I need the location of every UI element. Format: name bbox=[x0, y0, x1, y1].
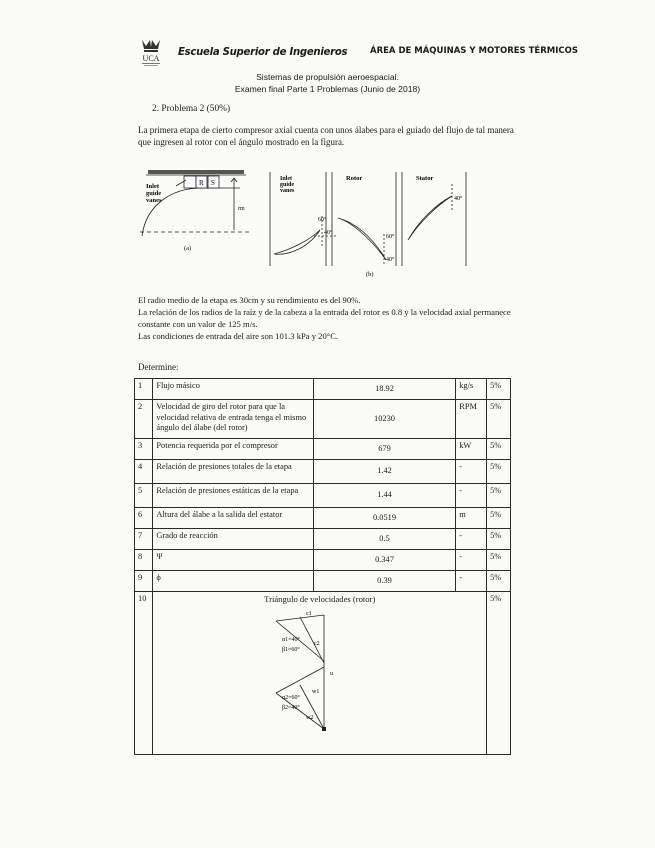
school-name: Escuela Superior de Ingenieros bbox=[178, 45, 348, 58]
row-description: Relación de presiones estáticas de la etapa bbox=[153, 484, 313, 508]
fig-a-rm: rm bbox=[238, 206, 245, 212]
course-title: Sistemas de propulsión aeroespacial. bbox=[256, 72, 399, 82]
fig-b-guide: guide bbox=[280, 182, 295, 188]
fig-a-S: S bbox=[211, 179, 215, 187]
row-unit: m bbox=[456, 508, 487, 529]
area-title: ÁREA DE MÁQUINAS Y MOTORES TÉRMICOS bbox=[369, 46, 578, 56]
fig-b-rotor: Rotor bbox=[346, 175, 363, 182]
row-value: 1.44 bbox=[313, 484, 455, 508]
tri-w1: w1 bbox=[312, 688, 320, 695]
tri-u: u bbox=[330, 670, 334, 677]
row-value: 1.42 bbox=[313, 460, 455, 484]
row-number: 9 bbox=[135, 571, 153, 592]
row-number: 8 bbox=[135, 550, 153, 571]
uca-logo-icon bbox=[138, 38, 164, 68]
fig-b-60b: 60° bbox=[386, 234, 395, 240]
row-value: 0.39 bbox=[313, 571, 455, 592]
row-number: 4 bbox=[135, 460, 153, 484]
table-row bbox=[135, 460, 511, 484]
row-unit: kg/s bbox=[456, 379, 487, 400]
row-value: 0.0519 bbox=[313, 508, 455, 529]
table-row bbox=[135, 484, 511, 508]
table-row bbox=[135, 592, 511, 755]
exam-title: Examen final Parte 1 Problemas (Junio de 2018) bbox=[234, 84, 421, 94]
row-value: 679 bbox=[313, 439, 455, 460]
tri-beta1: β1=60° bbox=[282, 646, 301, 653]
row-value: 10230 bbox=[313, 400, 455, 439]
tri-w2: w2 bbox=[306, 714, 314, 721]
row-unit: - bbox=[456, 571, 487, 592]
row-description: Flujo másico bbox=[153, 379, 313, 400]
fig-b-stator: Stator bbox=[416, 175, 434, 182]
row-unit: - bbox=[456, 484, 487, 508]
fig-b-caption: (b) bbox=[366, 271, 374, 278]
row-percent: 5% bbox=[487, 592, 511, 755]
row-unit: RPM bbox=[456, 400, 487, 439]
row-number: 6 bbox=[135, 508, 153, 529]
tri-alpha2: α2=60° bbox=[282, 694, 301, 701]
row-description: Potencia requerida por el compresor bbox=[153, 439, 313, 460]
table-row bbox=[135, 571, 511, 592]
fig-b-inlet: Inlet bbox=[280, 176, 292, 182]
logo-text: UCA bbox=[142, 54, 160, 63]
problem-intro: La primera etapa de cierto compresor axial cuenta con unos álabes para el guiado del flujo de tal manera que ingresen al rotor con el ángulo mostrado en la figura. bbox=[138, 125, 514, 147]
row-number: 10 bbox=[135, 592, 153, 755]
row-description: Altura del álabe a la salida del estator bbox=[153, 508, 313, 529]
row-value: 0.347 bbox=[313, 550, 455, 571]
fig-b-40c: 40° bbox=[454, 196, 463, 202]
given-conditions: Las condiciones de entrada del aire son 101.3 kPa y 20°C. bbox=[138, 331, 339, 341]
tri-c1: c1 bbox=[306, 610, 313, 617]
table-row bbox=[135, 529, 511, 550]
row-percent: 5% bbox=[487, 460, 511, 484]
fig-a-guide: guide bbox=[146, 190, 162, 197]
row-description: Grado de reacción bbox=[153, 529, 313, 550]
row-unit: - bbox=[456, 460, 487, 484]
tri-alpha1: α1=40° bbox=[282, 636, 301, 643]
problem-heading: 2. Problema 2 (50%) bbox=[152, 104, 231, 114]
row-description: ϕ bbox=[153, 571, 313, 592]
fig-b-vanes: vanes bbox=[280, 188, 295, 194]
page-header bbox=[138, 38, 578, 68]
velocity-triangle-cell bbox=[153, 592, 487, 755]
fig-a-inlet: Inlet bbox=[146, 183, 159, 190]
row-description: Ψ bbox=[153, 550, 313, 571]
row-percent: 5% bbox=[487, 550, 511, 571]
row-percent: 5% bbox=[487, 484, 511, 508]
row-percent: 5% bbox=[487, 529, 511, 550]
results-table bbox=[134, 378, 511, 755]
row-number: 2 bbox=[135, 400, 153, 439]
fig-b-40a: 40° bbox=[324, 230, 333, 236]
given-radius: El radio medio de la etapa es 30cm y su rendimiento es del 90%. bbox=[138, 295, 361, 305]
fig-a-R: R bbox=[199, 179, 204, 187]
table-row bbox=[135, 400, 511, 439]
row-number: 3 bbox=[135, 439, 153, 460]
fig-b-60a: 60° bbox=[318, 217, 327, 223]
figure-b bbox=[270, 172, 466, 266]
row-percent: 5% bbox=[487, 400, 511, 439]
table-row bbox=[135, 439, 511, 460]
row-description: Relación de presiones totales de la etapa bbox=[153, 460, 313, 484]
row-description: Velocidad de giro del rotor para que la velocidad relativa de entrada tenga el mismo ángulo del álabe (del rotor) bbox=[153, 400, 313, 439]
tri-beta2: β2=40° bbox=[282, 704, 301, 711]
row-number: 1 bbox=[135, 379, 153, 400]
row-percent: 5% bbox=[487, 508, 511, 529]
velocity-triangle-title: Triángulo de velocidades (rotor) bbox=[264, 594, 376, 604]
problem-givens bbox=[138, 294, 528, 342]
row-percent: 5% bbox=[487, 439, 511, 460]
velocity-triangle-diagram bbox=[156, 605, 456, 745]
table-row bbox=[135, 379, 511, 400]
given-ratio: La relación de los radios de la raíz y de la cabeza a la entrada del rotor es 0.8 y la velocidad axial permanece constante con un valor de 125 m/s. bbox=[138, 307, 511, 329]
fig-b-40b: 40° bbox=[386, 257, 395, 263]
row-percent: 5% bbox=[487, 379, 511, 400]
row-number: 7 bbox=[135, 529, 153, 550]
row-value: 0.5 bbox=[313, 529, 455, 550]
table-row bbox=[135, 508, 511, 529]
row-unit: kW bbox=[456, 439, 487, 460]
row-percent: 5% bbox=[487, 571, 511, 592]
row-unit: - bbox=[456, 550, 487, 571]
row-number: 5 bbox=[135, 484, 153, 508]
compressor-figure bbox=[140, 166, 470, 284]
fig-a-vanes: vanes bbox=[146, 197, 162, 204]
table-row bbox=[135, 550, 511, 571]
row-unit: - bbox=[456, 529, 487, 550]
determine-label: Determine: bbox=[138, 362, 179, 372]
triangle-vertex-icon bbox=[322, 727, 326, 731]
row-value: 18.92 bbox=[313, 379, 455, 400]
fig-a-caption: (a) bbox=[184, 245, 192, 252]
tri-c2: c2 bbox=[314, 640, 321, 647]
